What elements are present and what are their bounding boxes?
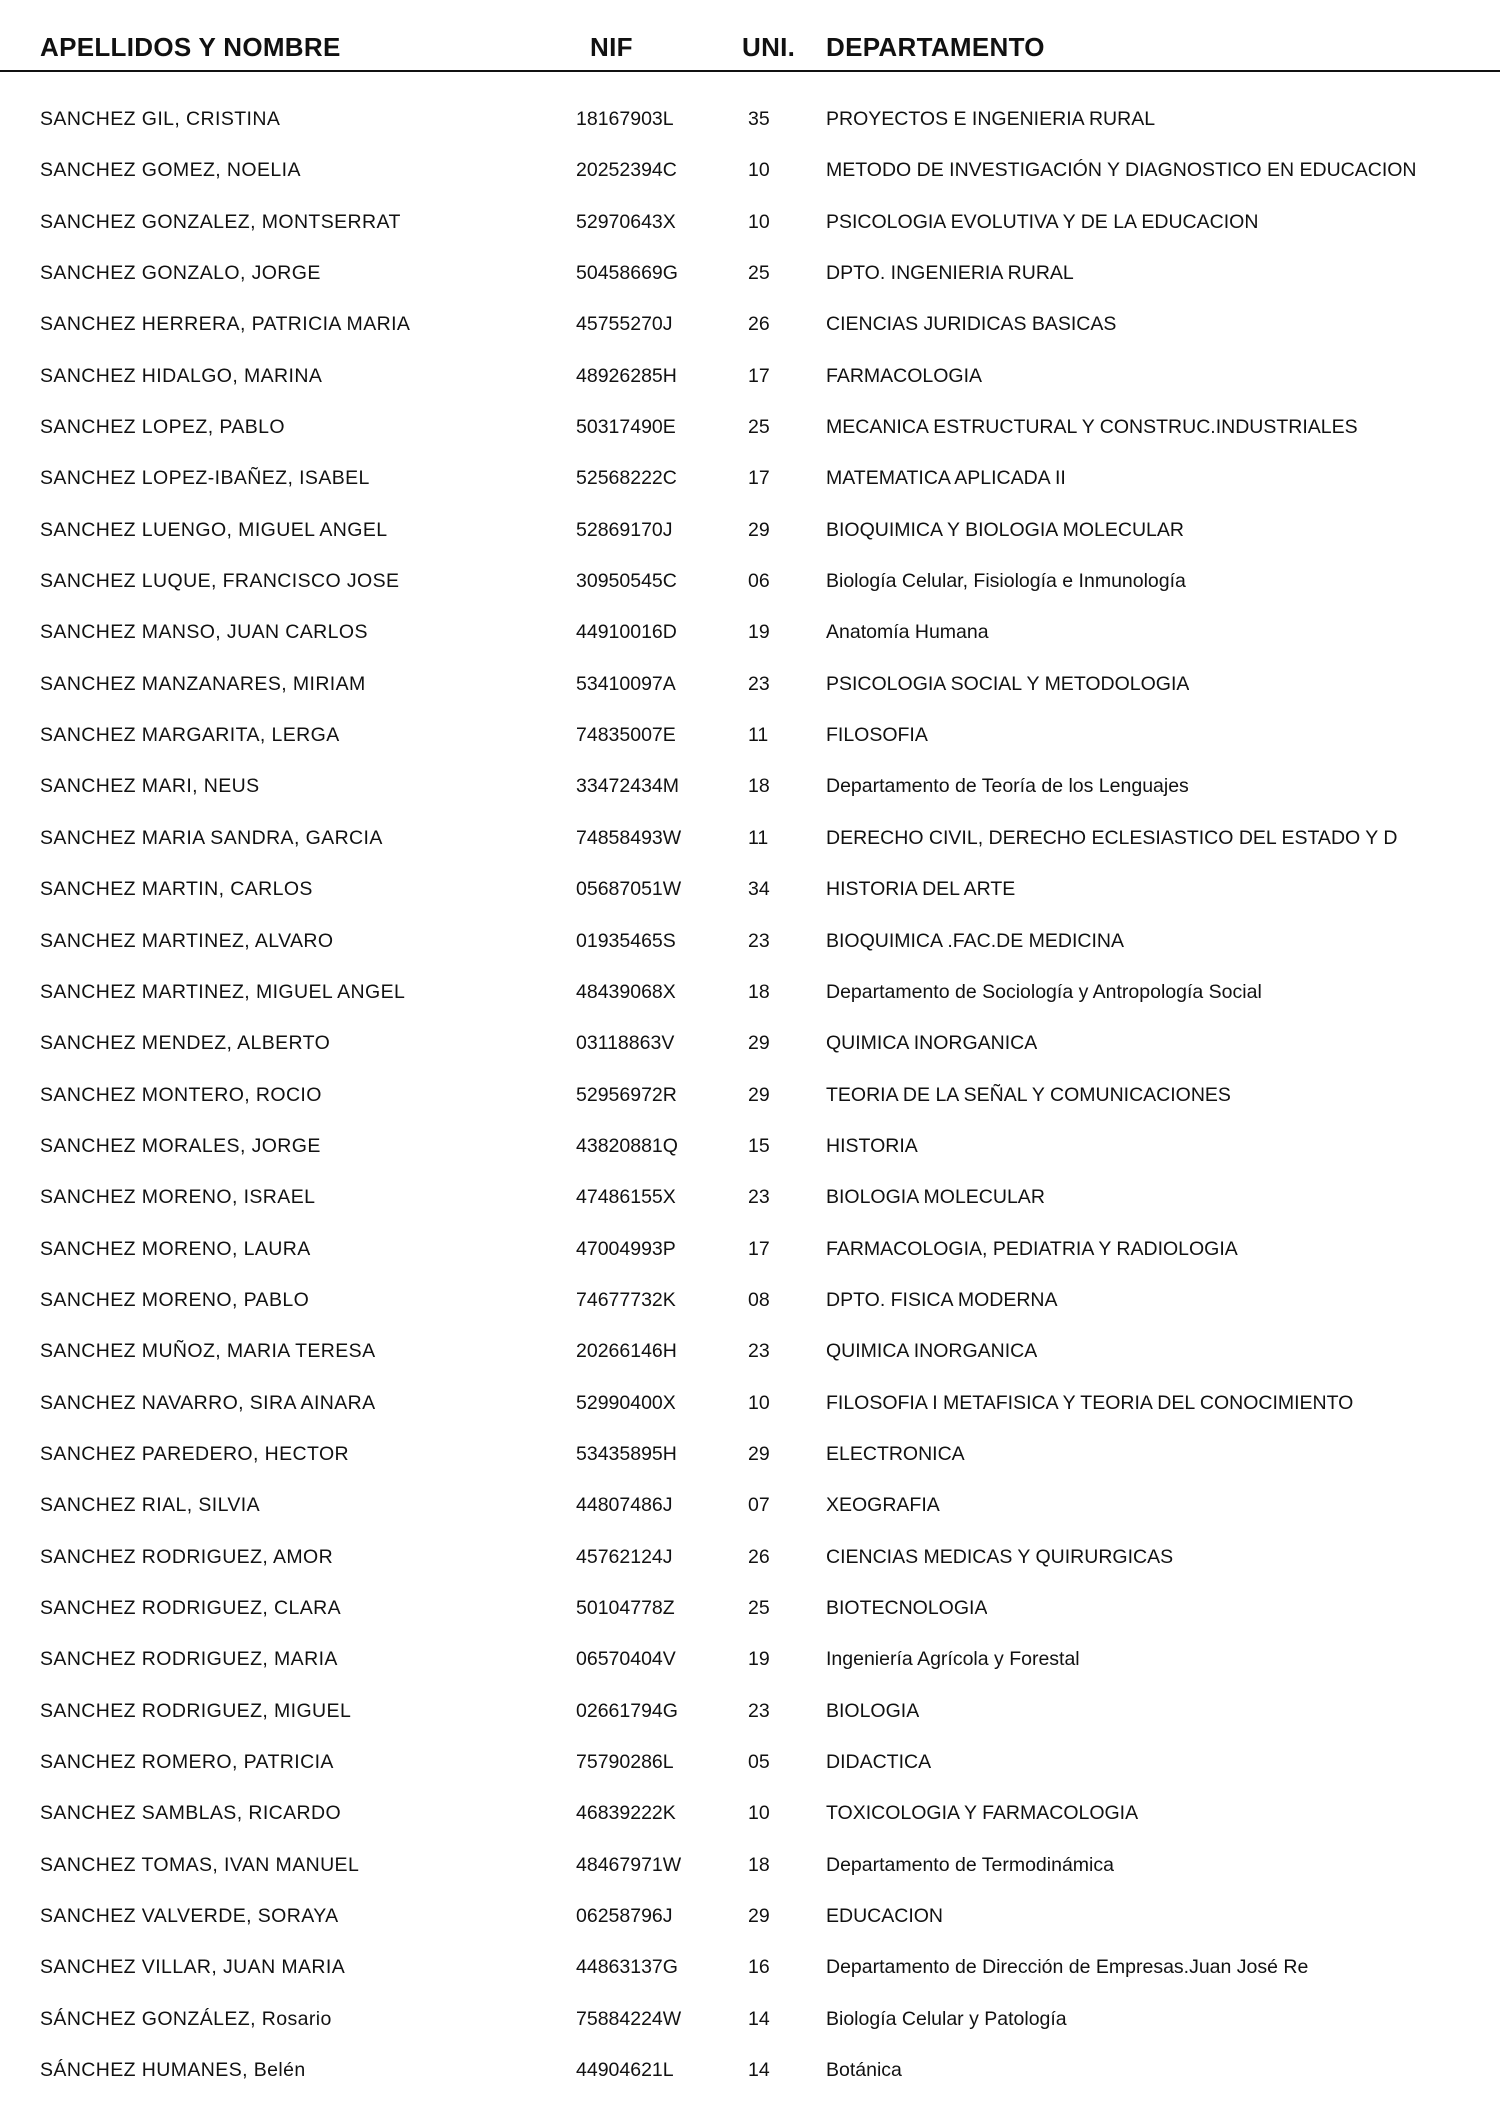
cell-nif: 74677732K	[576, 1288, 676, 1311]
table-row	[0, 767, 1500, 818]
cell-name: SANCHEZ TOMAS, IVAN MANUEL	[40, 1853, 360, 1876]
cell-name: SANCHEZ MANZANARES, MIRIAM	[40, 672, 366, 695]
table-row	[0, 665, 1500, 716]
cell-nif: 75884224W	[576, 2007, 682, 2030]
cell-name: SANCHEZ HERRERA, PATRICIA MARIA	[40, 313, 411, 336]
cell-name: SANCHEZ SAMBLAS, RICARDO	[40, 1802, 342, 1825]
cell-department: MATEMATICA APLICADA II	[826, 467, 1066, 490]
cell-name: SANCHEZ LOPEZ-IBAÑEZ, ISABEL	[40, 467, 370, 490]
cell-uni: 18	[748, 1853, 770, 1876]
cell-uni: 23	[748, 672, 770, 695]
cell-nif: 20252394C	[576, 159, 677, 182]
table-row	[0, 613, 1500, 664]
cell-department: BIOQUIMICA .FAC.DE MEDICINA	[826, 929, 1124, 952]
cell-nif: 20266146H	[576, 1340, 677, 1363]
cell-nif: 50104778Z	[576, 1596, 675, 1619]
table-row	[0, 562, 1500, 613]
cell-department: BIOLOGIA	[826, 1699, 920, 1722]
cell-uni: 29	[748, 1905, 770, 1928]
cell-uni: 17	[748, 1237, 770, 1260]
table-row	[0, 870, 1500, 921]
table-row	[0, 2000, 1500, 2051]
cell-name: SANCHEZ MARGARITA, LERGA	[40, 724, 340, 747]
cell-nif: 74858493W	[576, 826, 682, 849]
cell-department: Departamento de Sociología y Antropología Social	[826, 980, 1262, 1003]
cell-uni: 05	[748, 1751, 770, 1773]
table-row	[0, 1024, 1500, 1075]
cell-uni: 07	[748, 1494, 770, 1517]
cell-name: SANCHEZ MARIA SANDRA, GARCIA	[40, 826, 383, 849]
cell-name: SANCHEZ ROMERO, PATRICIA	[40, 1751, 334, 1773]
cell-uni: 17	[748, 364, 770, 387]
cell-department: DPTO. INGENIERIA RURAL	[826, 262, 1074, 285]
cell-name: SANCHEZ VALVERDE, SORAYA	[40, 1905, 339, 1928]
cell-department: Departamento de Termodinámica	[826, 1853, 1114, 1876]
cell-uni: 23	[748, 1699, 770, 1722]
cell-nif: 74835007E	[576, 724, 676, 747]
cell-uni: 17	[748, 467, 770, 490]
cell-nif: 06570404V	[576, 1648, 676, 1671]
cell-name: SANCHEZ NAVARRO, SIRA AINARA	[40, 1391, 376, 1414]
cell-name: SANCHEZ RIAL, SILVIA	[40, 1494, 261, 1517]
table-row	[0, 1589, 1500, 1640]
cell-uni: 10	[748, 1391, 770, 1414]
cell-department: BIOTECNOLOGIA	[826, 1596, 988, 1619]
table-row	[0, 1281, 1500, 1332]
cell-uni: 08	[748, 1288, 770, 1311]
table-row	[0, 151, 1500, 202]
cell-nif: 50458669G	[576, 262, 678, 285]
cell-nif: 45755270J	[576, 313, 673, 336]
table-row	[0, 1538, 1500, 1589]
cell-uni: 16	[748, 1956, 770, 1979]
table-row	[0, 1384, 1500, 1435]
cell-uni: 25	[748, 262, 770, 285]
cell-department: Anatomía Humana	[826, 621, 989, 644]
cell-nif: 44910016D	[576, 621, 677, 644]
cell-uni: 18	[748, 980, 770, 1003]
cell-nif: 44807486J	[576, 1494, 673, 1517]
cell-uni: 11	[748, 724, 769, 747]
cell-uni: 23	[748, 1186, 770, 1209]
table-row	[0, 1846, 1500, 1897]
table-row	[0, 305, 1500, 356]
cell-name: SANCHEZ VILLAR, JUAN MARIA	[40, 1956, 346, 1979]
cell-nif: 48926285H	[576, 364, 677, 387]
table-row	[0, 819, 1500, 870]
cell-department: BIOLOGIA MOLECULAR	[826, 1186, 1045, 1209]
cell-name: SANCHEZ MORENO, ISRAEL	[40, 1186, 316, 1209]
cell-name: SANCHEZ MARI, NEUS	[40, 775, 260, 798]
cell-uni: 15	[748, 1134, 770, 1157]
cell-uni: 34	[748, 878, 770, 901]
cell-uni: 14	[748, 2007, 770, 2030]
cell-uni: 18	[748, 775, 770, 798]
table-row	[0, 1178, 1500, 1229]
table-row	[0, 1794, 1500, 1845]
column-header-name: APELLIDOS Y NOMBRE	[40, 32, 341, 62]
cell-name: SANCHEZ HIDALGO, MARINA	[40, 364, 323, 387]
cell-department: FARMACOLOGIA, PEDIATRIA Y RADIOLOGIA	[826, 1237, 1238, 1260]
cell-nif: 52970643X	[576, 210, 676, 233]
cell-nif: 33472434M	[576, 775, 680, 798]
table-row	[0, 1230, 1500, 1281]
table-row	[0, 1486, 1500, 1537]
cell-name: SANCHEZ MONTERO, ROCIO	[40, 1083, 322, 1106]
cell-name: SANCHEZ GOMEZ, NOELIA	[40, 159, 301, 182]
cell-name: SANCHEZ PAREDERO, HECTOR	[40, 1442, 350, 1465]
cell-department: HISTORIA	[826, 1134, 918, 1157]
cell-uni: 26	[748, 313, 770, 336]
table-row	[0, 2051, 1500, 2102]
table-row	[0, 1897, 1500, 1948]
table-row	[0, 973, 1500, 1024]
column-header-nif: NIF	[590, 32, 633, 62]
table-row	[0, 408, 1500, 459]
cell-uni: 25	[748, 416, 770, 439]
table-row	[0, 1332, 1500, 1383]
cell-department: ELECTRONICA	[826, 1442, 965, 1465]
cell-uni: 10	[748, 210, 770, 233]
cell-uni: 23	[748, 929, 770, 952]
cell-name: SÁNCHEZ HUMANES, Belén	[40, 2059, 306, 2082]
cell-department: Departamento de Dirección de Empresas.Juan José Re	[826, 1956, 1309, 1979]
table-row	[0, 1743, 1500, 1794]
cell-nif: 44904621L	[576, 2059, 674, 2082]
cell-name: SANCHEZ MORALES, JORGE	[40, 1134, 321, 1157]
cell-department: MECANICA ESTRUCTURAL Y CONSTRUC.INDUSTRIALES	[826, 416, 1358, 439]
cell-department: HISTORIA DEL ARTE	[826, 878, 1016, 901]
cell-department: Biología Celular y Patología	[826, 2007, 1067, 2030]
cell-nif: 48467971W	[576, 1853, 682, 1876]
cell-name: SANCHEZ MARTIN, CARLOS	[40, 878, 313, 901]
cell-name: SANCHEZ MARTINEZ, ALVARO	[40, 929, 334, 952]
cell-nif: 44863137G	[576, 1956, 678, 1979]
cell-department: FILOSOFIA I METAFISICA Y TEORIA DEL CONOCIMIENTO	[826, 1391, 1354, 1414]
table-row	[0, 922, 1500, 973]
table-row	[0, 357, 1500, 408]
cell-department: DPTO. FISICA MODERNA	[826, 1288, 1058, 1311]
cell-nif: 52568222C	[576, 467, 677, 490]
cell-nif: 47486155X	[576, 1186, 676, 1209]
cell-nif: 52956972R	[576, 1083, 677, 1106]
table-row	[0, 511, 1500, 562]
cell-department: CIENCIAS JURIDICAS BASICAS	[826, 313, 1117, 336]
cell-department: Ingeniería Agrícola y Forestal	[826, 1648, 1080, 1671]
cell-name: SANCHEZ MUÑOZ, MARIA TERESA	[40, 1340, 376, 1363]
cell-nif: 75790286L	[576, 1751, 674, 1773]
cell-uni: 23	[748, 1340, 770, 1363]
cell-uni: 06	[748, 570, 770, 593]
table-row	[0, 459, 1500, 510]
cell-nif: 45762124J	[576, 1545, 673, 1568]
cell-name: SANCHEZ LUQUE, FRANCISCO JOSE	[40, 570, 400, 593]
cell-nif: 52990400X	[576, 1391, 676, 1414]
cell-uni: 29	[748, 518, 770, 541]
table-row	[0, 1640, 1500, 1691]
cell-department: EDUCACION	[826, 1905, 944, 1928]
cell-nif: 46839222K	[576, 1802, 676, 1825]
cell-department: Departamento de Teoría de los Lenguajes	[826, 775, 1189, 798]
cell-nif: 01935465S	[576, 929, 676, 952]
cell-uni: 10	[748, 1802, 770, 1825]
table-body	[0, 100, 1500, 2102]
cell-name: SÁNCHEZ GONZÁLEZ, Rosario	[40, 2007, 332, 2030]
cell-uni: 14	[748, 2059, 770, 2082]
cell-uni: 29	[748, 1032, 770, 1055]
cell-name: SANCHEZ RODRIGUEZ, CLARA	[40, 1596, 342, 1619]
cell-department: BIOQUIMICA Y BIOLOGIA MOLECULAR	[826, 518, 1184, 541]
cell-nif: 48439068X	[576, 980, 676, 1003]
cell-name: SANCHEZ MORENO, PABLO	[40, 1288, 310, 1311]
cell-nif: 52869170J	[576, 518, 673, 541]
cell-name: SANCHEZ RODRIGUEZ, AMOR	[40, 1545, 334, 1568]
cell-nif: 18167903L	[576, 108, 674, 130]
table-row	[0, 1435, 1500, 1486]
cell-nif: 53435895H	[576, 1442, 677, 1465]
cell-department: QUIMICA INORGANICA	[826, 1340, 1038, 1363]
column-header-uni: UNI.	[742, 32, 796, 62]
cell-department: PROYECTOS E INGENIERIA RURAL	[826, 108, 1156, 130]
cell-uni: 19	[748, 1648, 770, 1671]
cell-nif: 30950545C	[576, 570, 677, 593]
cell-uni: 26	[748, 1545, 770, 1568]
cell-nif: 47004993P	[576, 1237, 676, 1260]
cell-nif: 05687051W	[576, 878, 682, 901]
cell-department: XEOGRAFIA	[826, 1494, 940, 1517]
cell-uni: 29	[748, 1442, 770, 1465]
cell-uni: 29	[748, 1083, 770, 1106]
cell-uni: 11	[748, 826, 769, 849]
cell-name: SANCHEZ MARTINEZ, MIGUEL ANGEL	[40, 980, 406, 1003]
cell-department: METODO DE INVESTIGACIÓN Y DIAGNOSTICO EN EDUCACION	[826, 159, 1417, 182]
table-row	[0, 100, 1500, 151]
cell-department: DERECHO CIVIL, DERECHO ECLESIASTICO DEL ESTADO Y D	[826, 826, 1398, 849]
cell-uni: 35	[748, 108, 770, 130]
cell-department: TEORIA DE LA SEÑAL Y COMUNICACIONES	[826, 1083, 1231, 1106]
table-row	[0, 1127, 1500, 1178]
cell-name: SANCHEZ MANSO, JUAN CARLOS	[40, 621, 368, 644]
cell-name: SANCHEZ RODRIGUEZ, MARIA	[40, 1648, 338, 1671]
cell-uni: 10	[748, 159, 770, 182]
cell-name: SANCHEZ GONZALEZ, MONTSERRAT	[40, 210, 401, 233]
cell-nif: 06258796J	[576, 1905, 673, 1928]
table-row	[0, 716, 1500, 767]
cell-department: PSICOLOGIA SOCIAL Y METODOLOGIA	[826, 672, 1190, 695]
cell-department: FARMACOLOGIA	[826, 364, 983, 387]
cell-name: SANCHEZ MENDEZ, ALBERTO	[40, 1032, 331, 1055]
table-row	[0, 254, 1500, 305]
cell-nif: 03118863V	[576, 1032, 675, 1055]
table-row	[0, 1948, 1500, 1999]
column-header-department: DEPARTAMENTO	[826, 32, 1045, 62]
cell-department: QUIMICA INORGANICA	[826, 1032, 1038, 1055]
cell-uni: 19	[748, 621, 770, 644]
cell-nif: 43820881Q	[576, 1134, 678, 1157]
cell-name: SANCHEZ LOPEZ, PABLO	[40, 416, 285, 439]
table-row	[0, 1692, 1500, 1743]
cell-department: DIDACTICA	[826, 1751, 932, 1773]
cell-nif: 50317490E	[576, 416, 676, 439]
cell-department: Botánica	[826, 2059, 902, 2082]
cell-department: PSICOLOGIA EVOLUTIVA Y DE LA EDUCACION	[826, 210, 1259, 233]
table-header	[0, 26, 1500, 72]
cell-name: SANCHEZ GONZALO, JORGE	[40, 262, 321, 285]
cell-nif: 53410097A	[576, 672, 676, 695]
cell-department: TOXICOLOGIA Y FARMACOLOGIA	[826, 1802, 1139, 1825]
table-row	[0, 1076, 1500, 1127]
table-row	[0, 203, 1500, 254]
cell-department: FILOSOFIA	[826, 724, 928, 747]
cell-name: SANCHEZ MORENO, LAURA	[40, 1237, 311, 1260]
cell-department: Biología Celular, Fisiología e Inmunología	[826, 570, 1186, 593]
cell-name: SANCHEZ RODRIGUEZ, MIGUEL	[40, 1699, 352, 1722]
cell-nif: 02661794G	[576, 1699, 678, 1722]
cell-department: CIENCIAS MEDICAS Y QUIRURGICAS	[826, 1545, 1174, 1568]
cell-name: SANCHEZ GIL, CRISTINA	[40, 108, 281, 130]
cell-uni: 25	[748, 1596, 770, 1619]
header-divider	[0, 70, 1500, 72]
cell-name: SANCHEZ LUENGO, MIGUEL ANGEL	[40, 518, 388, 541]
